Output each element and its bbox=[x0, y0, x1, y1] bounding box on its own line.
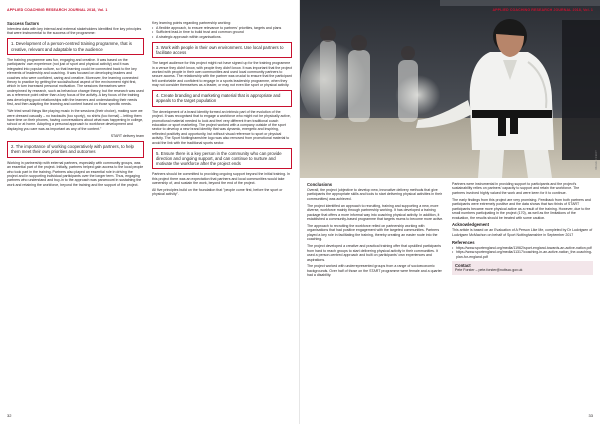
conclusions-paragraph-2: The project identified an approach to recruiting, training and supporting a new, more diverse, workforce mainly through partnership working. It has developed a training package that offers a more informal way into coaching physical activity. In addition, it established a community-based programme that targets mums to become more active. bbox=[307, 203, 444, 222]
acknowledgement-heading: Acknowledgement bbox=[452, 222, 489, 228]
success-factors-intro: Interview data with key internal and external stakeholders identified five key principles that were instrumental to the success of the programme: bbox=[7, 27, 142, 36]
principle-1-callout: 1. Development of a person-centred training programme, that is creative, relevant and adaptable to the audience bbox=[7, 38, 144, 54]
principle-4-paragraph: The development of a brand identity formed an intrinsic part of the evolution of the project. It was recognised that to engage a workforce who might not be physically active, promotional material needed to look and feel very different from traditional coach education or sport marketing. The project worked with a company outside of the sport sector to develop a new brand identity that was dynamic, energetic and inspiring, reflected positivity and opportunity, but without visual reference to sport or physical activity. The Sport Nottinghamshire logo was also removed from promotional material to avoid the link with the traditional sports sector. bbox=[152, 109, 291, 145]
conclusions-paragraph-3: The approach to recruiting the workforce relied on partnership working with organisations that had positive engagement with the targeted communities. Partners played a key role in facilitating the training, thereby creating an easier route into the coaching. bbox=[307, 223, 440, 242]
contact-details[interactable]: Pete Forster – pete.forster@nottscc.gov.uk bbox=[455, 268, 523, 273]
partners-paragraph: Partners were instrumental in providing support to participants and the project's sustainability relies on partners' capacity to support and retain the workforce. The partners involved highly valued the work and were keen for it to continue. bbox=[452, 182, 580, 195]
conclusions-paragraph-5: The project worked with underrepresented groups from a range of socioeconomic backgrounds. Over half of those on the START programme were female and a quarter had a disability. bbox=[307, 264, 442, 278]
karate-photo bbox=[300, 0, 600, 178]
references-list bbox=[452, 246, 593, 259]
reference-link[interactable]: • https://www.sportengland.org/media/11317/coaching-in-an-active-nation_the-coaching-plan-for-england.pdf bbox=[452, 250, 593, 259]
list-item: • A flexible approach, to ensure relevance to partners' priorities, targets and plans bbox=[152, 26, 292, 30]
right-column-2 bbox=[452, 182, 593, 275]
list-item: • A strategic approach within organisations. bbox=[152, 35, 292, 39]
partnership-lead: Key learning points regarding partnership working: bbox=[152, 21, 232, 25]
references-heading: References bbox=[452, 239, 475, 245]
principle-2-paragraph: Working in partnership with external partners, especially with community groups, was an essential part of the project. Initially, partners helped gain access to the local people who took part in the training. Partners also played an essential role in driving the project and in supporting individual participants over the longer term. Thus, engaging partners who understand and buy-in to the approach was paramount in sustaining the work and retaining the workforce, beyond the training and the support of the project. bbox=[7, 160, 144, 187]
list-item: • Sufficient lead-in time to build trust and common ground bbox=[152, 30, 292, 34]
delivery-team-quote: "We tried small things like playing music in the sessions (their choice), making sure we were dressed casually – no tracksuits (too sporty), no shirts (too formal) – letting them have time on their phones, having conversations about what was happening in college, school or at home. Adopting a personal approach to workforce development and displaying you care was as important as any of the content." bbox=[7, 109, 144, 131]
running-head-right: APPLIED COACHING RESEARCH JOURNAL 2018, Vol. 1 bbox=[492, 8, 593, 12]
left-column-1 bbox=[7, 21, 144, 190]
quote-attribution: START delivery team bbox=[110, 133, 144, 138]
principle-5-paragraph: Partners should be committed to providing ongoing support beyond the initial training. In this project there was an expectation that partners and local communities would take ownership of, and sustain the work, beyond the end of the project. bbox=[152, 172, 291, 186]
principle-1-paragraph: The training programme was fun, engaging and creative. It was based on the participants' own experience (not just of sport and physical activity) and it was integrated into popular culture, so that learning could be connected back to the key elements of leadership and coaching. It was focused on developing leaders and coaches who were confident, caring and creative. Moreover, the learning connected theory to practice by getting the social/cultural aspect of the environment right first, which in turn increased personal motivation. The sessions themselves were underpinned by research, such as behaviour change theory, but the research was used as a reference point rather than a key focus of the activity. A key focus of the training was developing good relationships with the learners and understanding their needs first, and then adapting the learning and content based on those specific needs. bbox=[7, 57, 144, 107]
right-page bbox=[300, 0, 600, 424]
principle-5-callout: 5. Ensure there is a key person in the community who can provide direction and ongoing support, and can continue to nurture and motivate the workforce after the project ends bbox=[152, 148, 292, 170]
right-column-1 bbox=[307, 182, 444, 280]
contact-box bbox=[452, 261, 593, 274]
acknowledgement-text: This article is based on an Evaluation of A Person Like Me, completed by Dr Ludvigsen of Ludvigsen McMachon on behalf of Sport Nottinghamshire in September 2017 bbox=[452, 228, 593, 237]
contact-heading: Contact bbox=[455, 263, 471, 269]
principle-2-callout: 2. The importance of working cooperatively with partners, to help them meet their own priorities and outcomes bbox=[7, 141, 144, 157]
principles-summary: All five principles build on the foundation that "people come first, before the sport or physical activity". bbox=[152, 188, 283, 197]
karate-photo-image bbox=[300, 0, 600, 178]
conclusions-paragraph-1: Overall, the project (objective to develop new, innovative delivery methods that give participants the appropriate skills and tools to start delivering physical activities in their communities) was achieved. bbox=[307, 188, 443, 201]
principle-4-callout: 4. Create branding and marketing material that is appropriate and appeals to the target population bbox=[152, 90, 292, 106]
page-number-left: 32 bbox=[7, 413, 12, 418]
conclusions-heading: Conclusions bbox=[307, 182, 333, 187]
partnership-bullets bbox=[152, 26, 292, 39]
left-column-2 bbox=[152, 21, 292, 199]
photo-credit: IMAGE CREDIT bbox=[595, 150, 598, 170]
conclusions-paragraph-4: The project developed a creative and practical training offer that upskilled participants from hard to reach groups to start delivering physical activity in their communities. It used a person-centred approach and built on participants' own experiences and aspirations. bbox=[307, 244, 442, 262]
running-head-left: APPLIED COACHING RESEARCH JOURNAL 2018, Vol. 1 bbox=[7, 8, 108, 12]
principle-3-callout: 3. Work with people in their own environment. Use local partners to facilitate access bbox=[152, 42, 292, 58]
success-factors-heading: Success factors bbox=[7, 21, 40, 26]
findings-paragraph: The early findings from this project are very promising. Feedback from both partners and participants were extremely positive and the data shows that two thirds of START participants became more physical active as a result of the training. However, due to the small numbers participating in the project (170), as well as the limitations of the evaluation, the results should be treated with some caution. bbox=[452, 197, 591, 220]
principle-3-paragraph: The target audience for this project might not have signed up for the training programme in a venue they didn't know, with people they didn't know. It was important that the project worked with people in their own communities and used local community partners to secure access. The relationship with the partner was crucial to ensure that the participant felt comfortable and confident to engage in a sports leadership programme, when they may not consider themselves as a leader, or may not even like sport or physical activity. bbox=[152, 61, 292, 88]
page-number-right: 33 bbox=[588, 413, 593, 418]
reference-link[interactable]: • https://www.sportengland.org/media/11962/sport-england-towards-an-active-nation.pdf bbox=[452, 246, 593, 250]
